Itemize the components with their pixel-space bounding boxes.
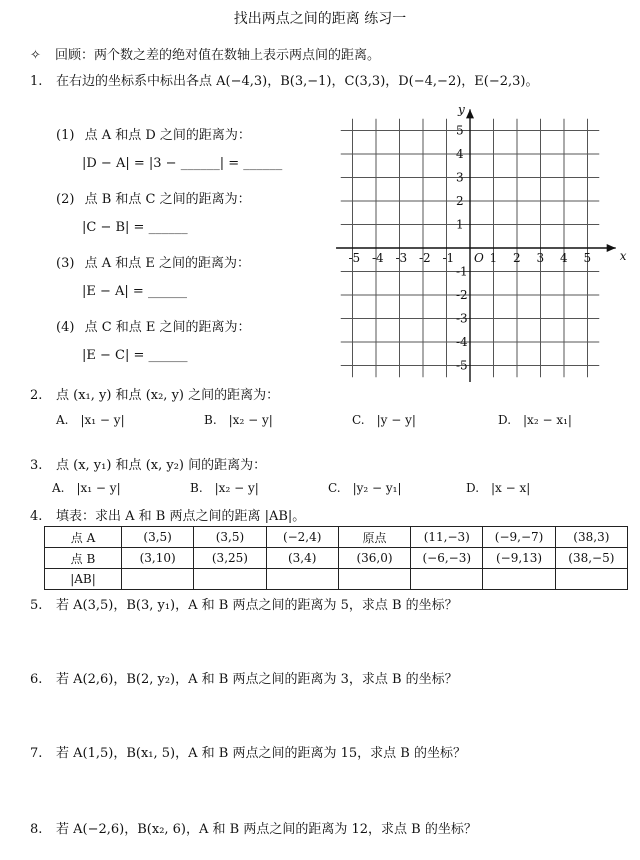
x-tick-label: -2	[419, 251, 431, 265]
q2-option-a[interactable]	[56, 413, 125, 427]
answer-cell[interactable]	[338, 569, 410, 590]
option-expr: |y − y|	[376, 413, 416, 427]
question-number: 7.	[30, 746, 43, 761]
q1-part-4-answer[interactable]: |E − C| = ______	[82, 348, 188, 363]
question-number: 4.	[30, 509, 43, 524]
option-label: B.	[204, 413, 217, 427]
part-label: (2)	[56, 192, 75, 207]
y-axis-label: y	[458, 102, 465, 117]
y-tick-label: 1	[456, 217, 464, 232]
table-cell: (3,25)	[194, 548, 266, 569]
q3-option-d[interactable]	[466, 481, 530, 495]
x-tick-label: 5	[583, 251, 592, 265]
table-cell: (3,5)	[194, 527, 266, 548]
question-8	[30, 818, 477, 837]
answer-cell[interactable]	[122, 569, 194, 590]
y-tick-label: -3	[456, 311, 468, 326]
option-expr: |x₂ − x₁|	[523, 413, 572, 427]
y-tick-label: -1	[456, 264, 468, 279]
q2-option-c[interactable]	[352, 413, 416, 427]
question-text: 点 (x₁, y) 和点 (x₂, y) 之间的距离为：	[56, 388, 280, 403]
option-label: B.	[190, 481, 203, 495]
question-number: 6.	[30, 672, 43, 687]
review-line	[30, 44, 380, 63]
part-text: 点 C 和点 E 之间的距离为：	[84, 320, 251, 335]
q1-part-2	[56, 188, 251, 207]
part-label: (1)	[56, 128, 75, 143]
q1-part-3-answer[interactable]: |E − A| = ______	[82, 284, 187, 299]
y-tick-label: -4	[456, 335, 468, 349]
question-2	[30, 384, 279, 403]
q3-option-b[interactable]	[190, 481, 259, 495]
part-label: (4)	[56, 320, 75, 335]
option-expr: |y₂ − y₁|	[352, 481, 402, 495]
table-row-a	[45, 527, 628, 548]
option-label: D.	[466, 481, 480, 495]
q2-option-d[interactable]	[498, 413, 572, 427]
answer-cell[interactable]	[555, 569, 627, 590]
option-label: D.	[498, 413, 512, 427]
part-text: 点 B 和点 C 之间的距离为：	[84, 192, 251, 207]
x-tick-label: -5	[348, 251, 361, 265]
question-3	[30, 454, 266, 473]
plane-axes	[336, 109, 616, 382]
question-text: 若 A(−2,6)，B(x₂, 6)，A 和 B 两点之间的距离为 12，求点 B 的坐标？	[56, 822, 477, 837]
y-tick-label: 2	[456, 194, 464, 208]
table-cell: (38,−5)	[555, 548, 627, 569]
table-cell: (−2,4)	[266, 527, 338, 548]
table-cell: (36,0)	[338, 548, 410, 569]
question-number: 8.	[30, 822, 43, 837]
table-row-label: 点 A	[45, 527, 122, 548]
question-number: 3.	[30, 458, 43, 473]
question-4	[30, 505, 305, 524]
q3-option-a[interactable]	[52, 481, 121, 495]
x-tick-label: -4	[372, 251, 384, 265]
y-tick-label: 3	[456, 170, 464, 185]
question-number: 1.	[30, 74, 43, 89]
coordinate-plane[interactable]	[336, 102, 627, 380]
question-1	[30, 70, 539, 89]
q1-part-1	[56, 124, 251, 143]
table-cell: (3,5)	[122, 527, 194, 548]
option-label: A.	[52, 481, 65, 495]
question-text: 若 A(3,5)，B(3, y₁)，A 和 B 两点之间的距离为 5，求点 B 的坐标？	[56, 598, 458, 613]
question-6	[30, 668, 458, 687]
q1-part-2-answer[interactable]: |C − B| = ______	[82, 220, 188, 235]
x-tick-label: 2	[513, 251, 521, 265]
part-label: (3)	[56, 256, 75, 271]
plane-tick-labels	[349, 102, 627, 372]
question-text: 若 A(2,6)，B(2, y₂)，A 和 B 两点之间的距离为 3，求点 B 的坐标？	[56, 672, 458, 687]
option-expr: |x − x|	[491, 481, 531, 495]
q1-part-4	[56, 316, 251, 335]
option-label: C.	[328, 481, 341, 495]
option-expr: |x₁ − y|	[76, 481, 121, 495]
page-title: 找出两点之间的距离 练习一	[233, 11, 407, 27]
answer-cell[interactable]	[483, 569, 555, 590]
table-cell: (−6,−3)	[411, 548, 483, 569]
diamond-bullet-icon: ✧	[30, 48, 41, 63]
question-number: 2.	[30, 388, 43, 403]
question-5	[30, 594, 458, 613]
x-tick-label: -1	[442, 251, 455, 265]
x-tick-label: 4	[560, 251, 568, 265]
question-number: 5.	[30, 598, 43, 613]
y-tick-label: -2	[456, 288, 468, 302]
y-tick-label: 5	[456, 123, 464, 138]
table-cell: (−9,13)	[483, 548, 555, 569]
x-tick-label: -3	[395, 251, 408, 265]
table-cell: (−9,−7)	[483, 527, 555, 548]
question-7	[30, 742, 466, 761]
table-cell: (3,4)	[266, 548, 338, 569]
answer-cell[interactable]	[266, 569, 338, 590]
q1-part-3	[56, 252, 250, 271]
part-text: 点 A 和点 E 之间的距离为：	[84, 256, 250, 271]
distance-table	[44, 526, 628, 590]
question-text: 点 (x, y₁) 和点 (x, y₂) 间的距离为：	[56, 458, 267, 473]
option-label: A.	[56, 413, 69, 427]
origin-label: O	[474, 251, 484, 265]
table-cell: (11,−3)	[411, 527, 483, 548]
table-row-b	[45, 548, 628, 569]
x-tick-label: 1	[489, 251, 498, 265]
question-text: 若 A(1,5)，B(x₁, 5)，A 和 B 两点之间的距离为 15，求点 B 的坐标？	[56, 746, 466, 761]
question-text: 填表：求出 A 和 B 两点之间的距离 |AB|。	[56, 509, 306, 524]
table-row-ab	[45, 569, 628, 590]
answer-cell[interactable]	[194, 569, 266, 590]
table-row-label: |AB|	[45, 569, 122, 590]
table-row-label: 点 B	[45, 548, 122, 569]
q3-option-c[interactable]	[328, 481, 402, 495]
table-cell: (38,3)	[555, 527, 627, 548]
x-axis-label: x	[619, 249, 627, 263]
table-cell: 原点	[338, 527, 410, 548]
y-tick-label: 4	[456, 147, 464, 161]
table-cell: (3,10)	[122, 548, 194, 569]
y-tick-label: -5	[456, 358, 468, 373]
review-text: 回顾：两个数之差的绝对值在数轴上表示两点间的距离。	[55, 48, 381, 63]
q1-part-1-answer[interactable]: |D − A| = |3 − ______| = ______	[82, 156, 283, 171]
x-axis-arrow-icon	[607, 244, 616, 252]
option-expr: |x₂ − y|	[214, 481, 259, 495]
x-tick-label: 3	[536, 251, 545, 265]
option-expr: |x₂ − y|	[228, 413, 273, 427]
y-axis-arrow-icon	[466, 109, 474, 118]
question-text: 在右边的坐标系中标出各点 A(−4,3)，B(3,−1)，C(3,3)，D(−4,−2)，E(−2,3)。	[56, 74, 539, 89]
part-text: 点 A 和点 D 之间的距离为：	[84, 128, 251, 143]
option-expr: |x₁ − y|	[80, 413, 125, 427]
answer-cell[interactable]	[411, 569, 483, 590]
q2-option-b[interactable]	[204, 413, 273, 427]
option-label: C.	[352, 413, 365, 427]
